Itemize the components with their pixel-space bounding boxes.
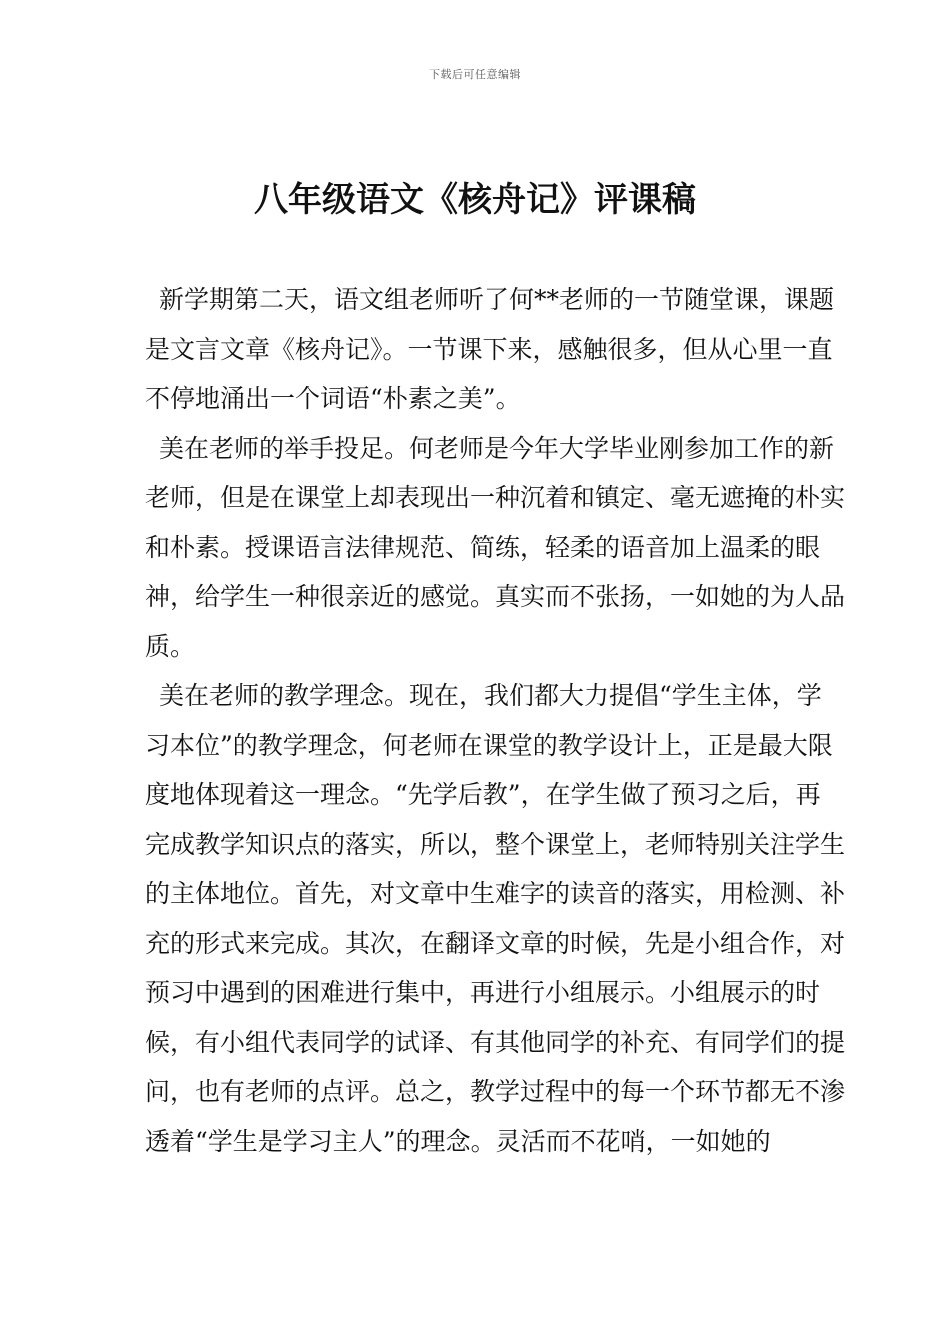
header-note: 下载后可任意编辑 <box>429 68 521 81</box>
paragraph-teaching-concept: 美在老师的教学理念。现在，我们都大力提倡“学生主体，学习本位”的教学理念，何老师在课堂的教学设计上，正是最大限度地体现着这一理念。“先学后教”，在学生做了预习之后，再完成教学知识点的落实，所以，整个课堂上，老师特别关注学生的主体地位。首先，对文章中生难字的读音的落实，用检测、补充的形式来完成。其次，在翻译文章的时候，先是小组合作，对预习中遇到的困难进行集中，再进行小组展示。小组展示的时候，有小组代表同学的试译、有其他同学的补充、有同学们的提问，也有老师的点评。总之，教学过程中的每一个环节都无不渗透着“学生是学习主人”的理念。灵活而不花哨，一如她的 <box>145 681 846 1156</box>
document-body <box>145 275 845 1166</box>
paragraph-intro: 新学期第二天，语文组老师听了何**老师的一节随堂课，课题是文言文章《核舟记》。一节课下来，感触很多，但从心里一直不停地涌出一个词语“朴素之美”。 <box>145 285 835 413</box>
paragraph-teacher-manner: 美在老师的举手投足。何老师是今年大学毕业刚参加工作的新老师，但是在课堂上却表现出一种沉着和镇定、毫无遮掩的朴实和朴素。授课语言法律规范、简练，轻柔的语音加上温柔的眼神，给学生一种很亲近的感觉。真实而不张扬，一如她的为人品质。 <box>145 433 846 661</box>
document-title: 八年级语文《核舟记》评课稿 <box>254 180 696 220</box>
